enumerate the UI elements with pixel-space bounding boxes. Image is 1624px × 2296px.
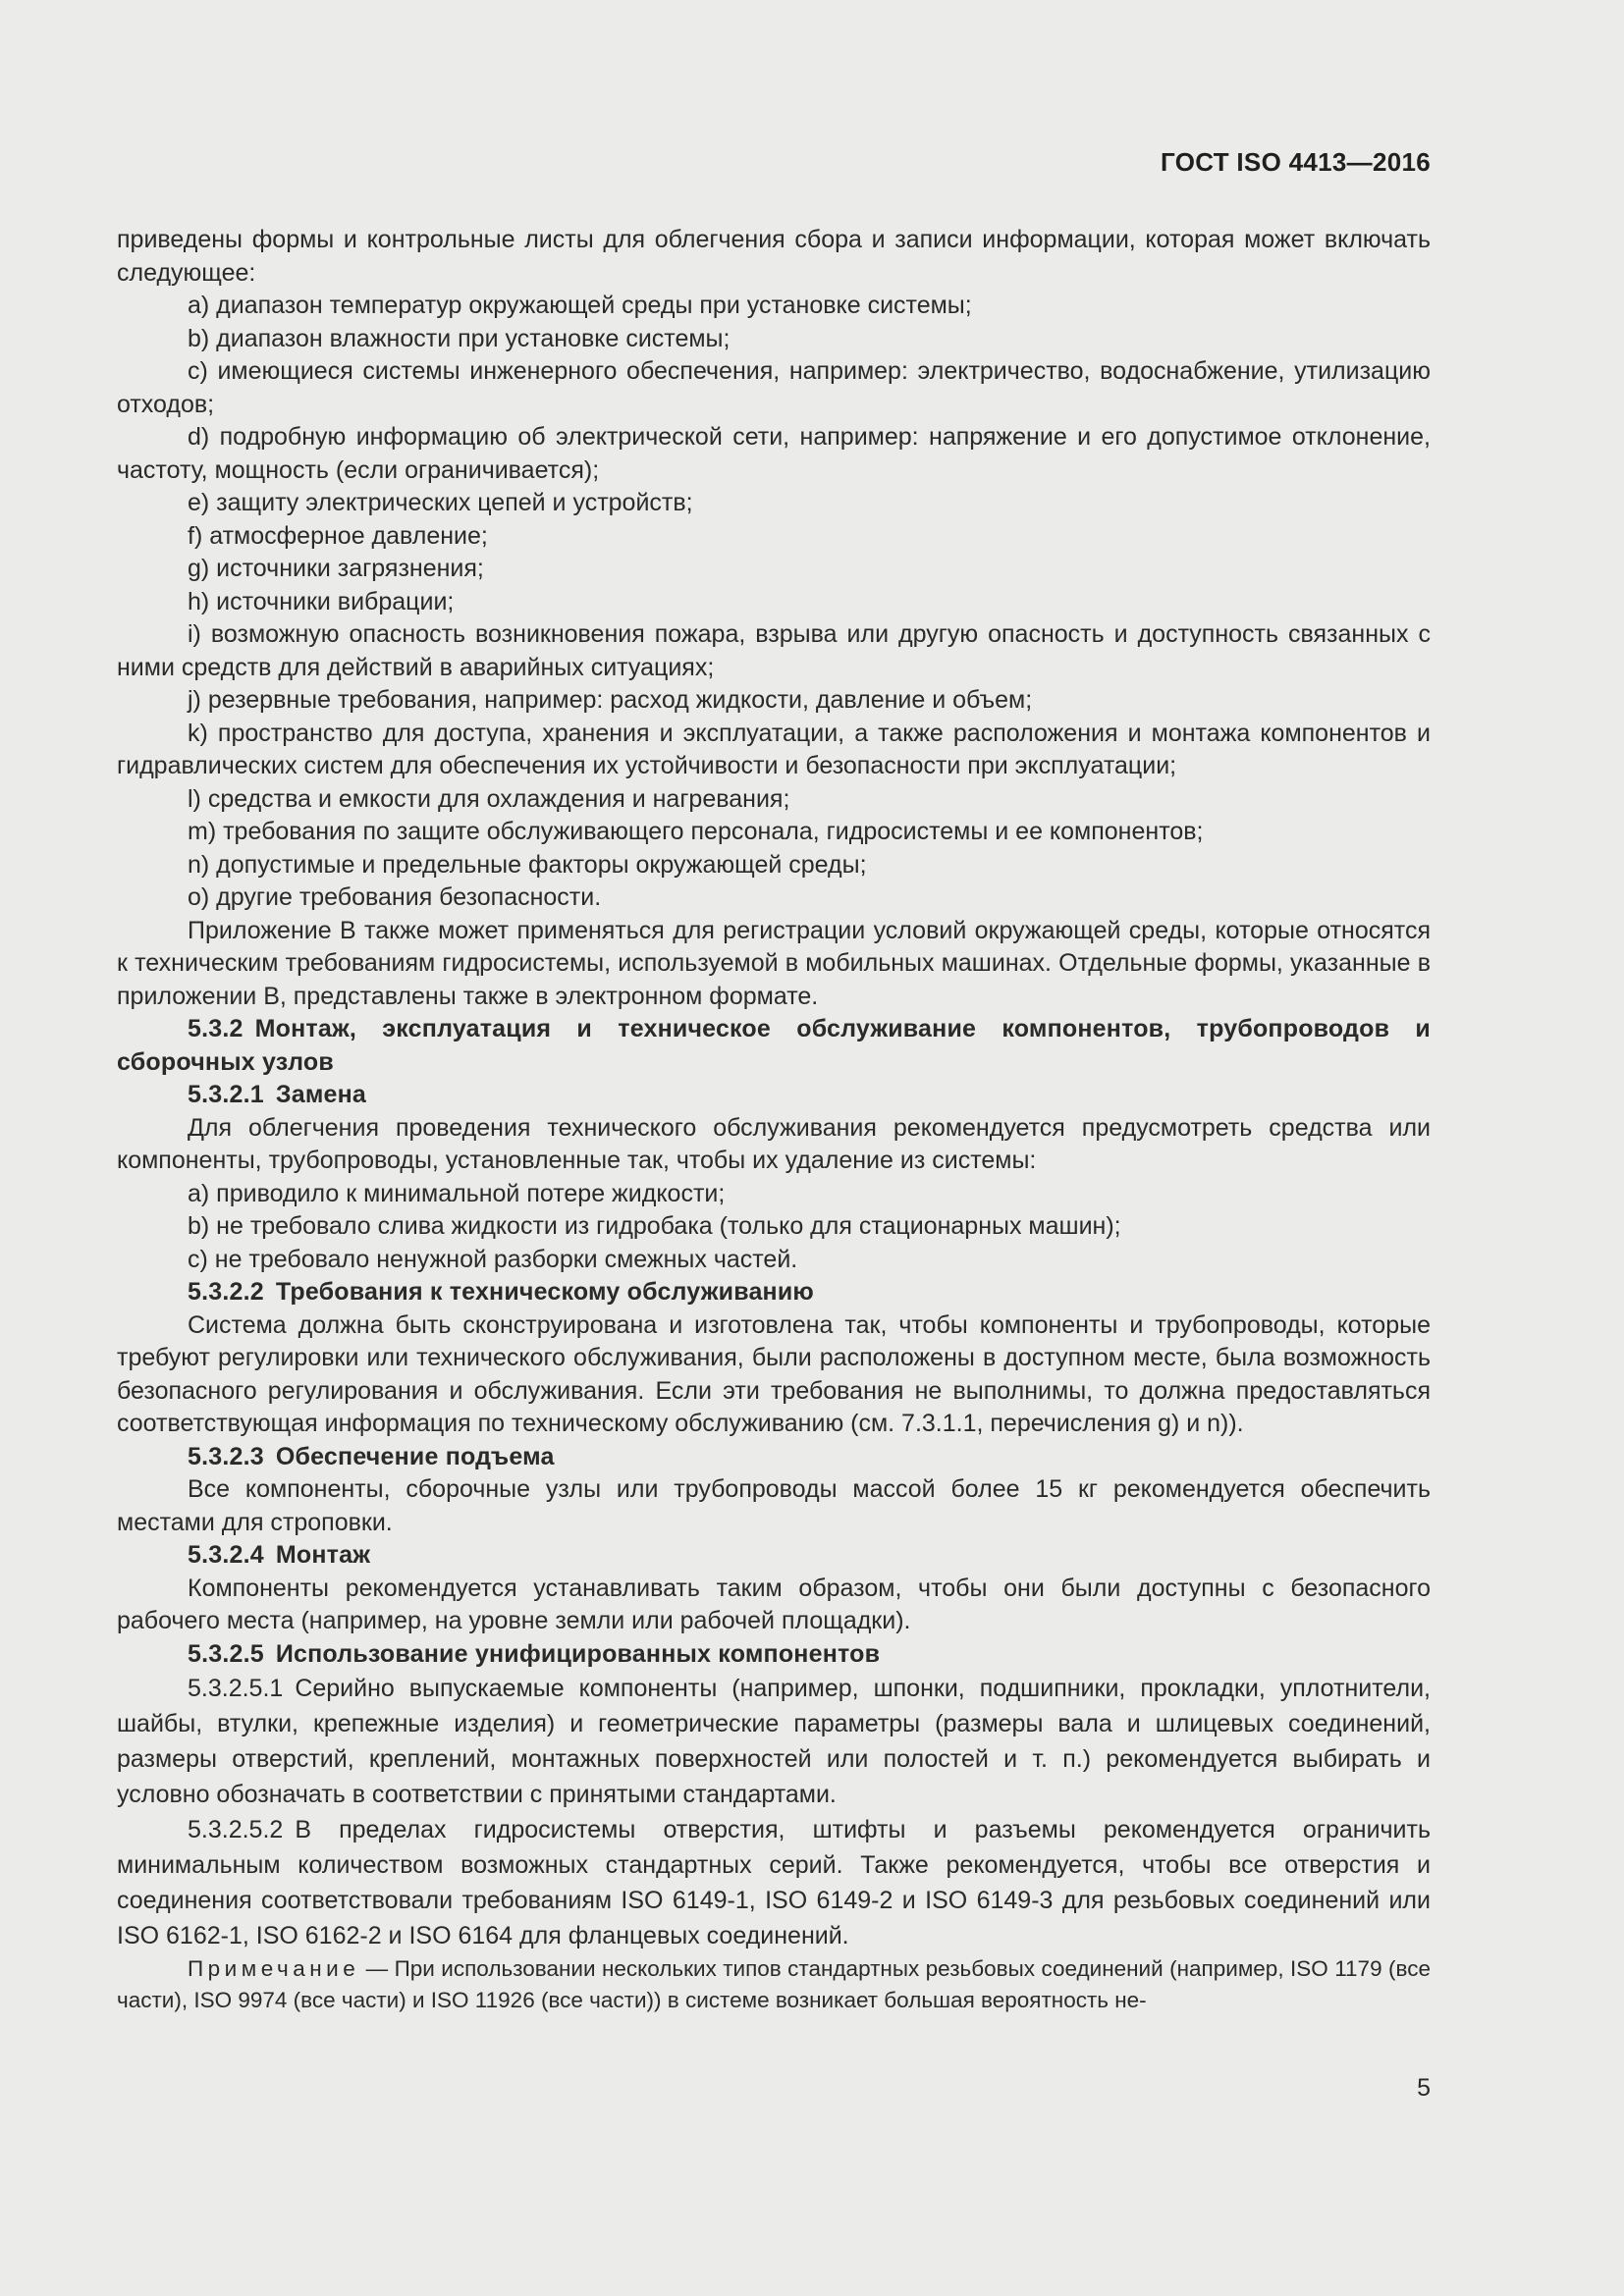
subclause-text: В пределах гидросистемы отверстия, штифты и разъемы рекомендуется ограничить минимальным количеством возможных стандартных серий. Также рекомендуется, чтобы все отверстия и соединения соответствовали требованиям ISO 6149-1, ISO 6149-2 и ISO 6149-3 для резьбовых соединений или ISO 6162-1, ISO 6162-2 и ISO 6164 для фланцевых соединений.: [117, 1816, 1431, 1949]
section-title: Замена: [275, 1081, 367, 1108]
section-title: Монтаж: [275, 1541, 371, 1569]
list-item: c) имеющиеся системы инженерного обеспечения, например: электричество, водоснабжение, утилизацию отходов;: [117, 357, 1431, 418]
list-item: h) источники вибрации;: [188, 587, 455, 615]
list-item: i) возможную опасность возникновения пожара, взрыва или другую опасность и доступность связанных с ними средств для действий в аварийных ситуациях;: [117, 620, 1431, 681]
section-heading-5-3-2-4: [117, 1539, 1431, 1573]
section-text: Для облегчения проведения технического обслуживания рекомендуется предусмотреть средства или компоненты, трубопроводы, установленные так, чтобы их удаление из системы:: [117, 1113, 1431, 1174]
list-item: b) не требовало слива жидкости из гидробака (только для стационарных машин);: [188, 1212, 1121, 1240]
list-item: a) приводило к минимальной потере жидкости;: [188, 1179, 726, 1207]
section-number: 5.3.2.4: [188, 1541, 264, 1569]
list-item: a) диапазон температур окружающей среды при установке системы;: [188, 292, 972, 319]
subclause-5-3-2-5-1: [117, 1671, 1431, 1812]
section-title: Монтаж, эксплуатация и техническое обслуживание компонентов, трубопроводов и сборочных узлов: [117, 1015, 1431, 1076]
list-item: b) диапазон влажности при установке системы;: [188, 324, 731, 352]
list-item: l) средства и емкости для охлаждения и нагревания;: [188, 784, 790, 813]
list-item: e) защиту электрических цепей и устройств;: [188, 489, 693, 516]
section-heading-5-3-2-2: [117, 1276, 1431, 1309]
section-heading-5-3-2: [117, 1013, 1431, 1079]
section-number: 5.3.2.1: [188, 1081, 264, 1108]
note-label: Примечание: [188, 1956, 360, 1981]
section-number: 5.3.2: [188, 1015, 244, 1042]
section-title: Обеспечение подъема: [275, 1442, 555, 1470]
page-number: 5: [1417, 2074, 1431, 2102]
section-heading-5-3-2-3: [117, 1441, 1431, 1474]
annex-paragraph: Приложение B также может применяться для регистрации условий окружающей среды, которые относятся к техническим требованиям гидросистемы, используемой в мобильных машинах. Отдельные формы, указанные в приложении B, представлены также в электронном формате.: [117, 916, 1431, 1010]
section-number: 5.3.2.3: [188, 1442, 264, 1470]
list-item: m) требования по защите обслуживающего персонала, гидросистемы и ее компонентов;: [188, 818, 1204, 845]
list-item: g) источники загрязнения;: [188, 555, 484, 582]
section-text: Компоненты рекомендуется устанавливать таким образом, чтобы они были доступны с безопасного рабочего места (например, на уровне земли или рабочей площадки).: [117, 1574, 1431, 1634]
list-item: c) не требовало ненужной разборки смежных частей.: [188, 1245, 798, 1273]
section-text: Все компоненты, сборочные узлы или трубопроводы массой более 15 кг рекомендуется обеспечить местами для строповки.: [117, 1475, 1431, 1536]
section-title: Требования к техническому обслуживанию: [275, 1278, 814, 1306]
subclause-5-3-2-5-2: [117, 1812, 1431, 1953]
list-item: f) атмосферное давление;: [188, 521, 488, 550]
document-header: ГОСТ ISO 4413—2016: [1161, 147, 1431, 177]
section-text: Система должна быть сконструирована и изготовлена так, чтобы компоненты и трубопроводы, которые требуют регулировки или технического обслуживания, были расположены в доступном месте, была возможность безопасного регулирования и обслуживания. Если эти требования не выполнимы, то должна предоставляться соответствующая информация по техническому обслуживанию (см. 7.3.1.1, перечисления g) и n)).: [117, 1310, 1431, 1437]
note-paragraph: [117, 1953, 1431, 2016]
page-content: [117, 224, 1431, 2016]
list-item: n) допустимые и предельные факторы окружающей среды;: [188, 850, 867, 879]
intro-paragraph: приведены формы и контрольные листы для облегчения сбора и записи информации, которая может включать следующее:: [117, 226, 1431, 287]
section-heading-5-3-2-5: [117, 1638, 1431, 1672]
section-title: Использование унифицированных компонентов: [275, 1639, 881, 1668]
subclause-text: Серийно выпускаемые компоненты (например, шпонки, подшипники, прокладки, уплотнители, шайбы, втулки, крепежные изделия) и геометрические параметры (размеры вала и шлицевых соединений, размеры отверстий, креплений, монтажных поверхностей или полостей и т. п.) рекомендуется выбирать и условно обозначать в соответствии с принятыми стандартами.: [117, 1675, 1431, 1808]
note-text: — При использовании нескольких типов стандартных резьбовых соединений (например, ISO 1179 (все части), ISO 9974 (все части) и ISO 11926 (все части)) в системе возникает большая вероятность не-: [117, 1956, 1431, 2012]
section-number: 5.3.2.2: [188, 1278, 264, 1306]
subclause-number: 5.3.2.5.1: [188, 1675, 284, 1702]
list-item: j) резервные требования, например: расход жидкости, давление и объем;: [188, 686, 1033, 714]
section-heading-5-3-2-1: [117, 1079, 1431, 1112]
list-item: d) подробную информацию об электрической сети, например: напряжение и его допустимое отклонение, частоту, мощность (если ограничивается);: [117, 423, 1431, 484]
conditions-list: [117, 290, 1431, 915]
section-number: 5.3.2.5: [188, 1639, 264, 1668]
list-item: o) другие требования безопасности.: [188, 883, 602, 911]
subclause-number: 5.3.2.5.2: [188, 1816, 284, 1843]
list-item: k) пространство для доступа, хранения и эксплуатации, а также расположения и монтажа компонентов и гидравлических систем для обеспечения их устойчивости и безопасности при эксплуатации;: [117, 719, 1431, 779]
